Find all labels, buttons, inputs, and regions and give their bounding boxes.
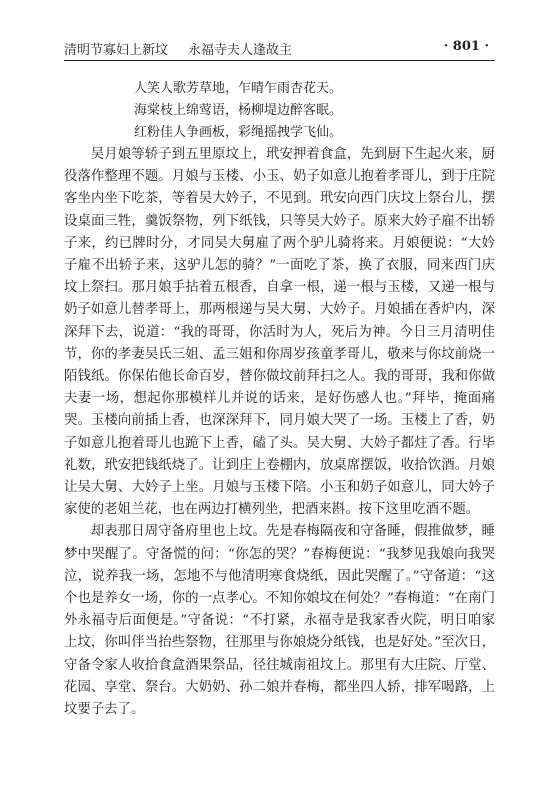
paragraph: 吴月娘等轿子到五里原坟上，玳安押着食盒，先到厨下生起火来，厨役落作整理不题。月娘与玉楼、小玉、奶子如意儿抱着孝哥儿，到于庄院客坐内坐下吃茶，等着吴大妗子，不见到。玳安向西门庆坟上祭台儿，摆设桌面三牲，羹饭祭物，列下纸钱，只等吴大妗子。原来大妗子雇不出轿子来，约已牌时分，才同吴大舅雇了两个驴儿骑将来。月娘便说：“大妗子雇不出轿子来，这驴儿怎的骑？”一面吃了茶，换了衣服，同来西门庆坟上祭扫。那月娘手拈着五根香，自拿一根，递一根与玉楼，又递一根与奶子如意儿替孝哥上，那两根递与吴大舅、大妗子。月娘插在香炉内，深深拜下去，说道：“我的哥哥，你活时为人，死后为神。今日三月清明佳节，你的孝妻吴氏三姐、孟三姐和你周岁孩童孝哥儿，敬来与你坟前烧一陌钱纸。你保佑他长命百岁，替你做坟前拜扫之人。我的哥哥，我和你做夫妻一场，想起你那模样儿并说的话来，是好伤感人也。”拜毕，掩面痛哭。玉楼向前插上香，也深深拜下，同月娘大哭了一场。玉楼上了香，奶子如意儿抱着哥儿也跪下上香，磕了头。吴大舅、大妗子都炷了香。行毕礼数，玳安把钱纸烧了。让到庄上卷棚内，放桌席摆饭，收拾饮酒。月娘让吴大舅、大妗子上坐。月娘与玉楼下陪。小玉和奶子如意儿，同大妗子家使的老姐兰花，也在两边打横列坐，把酒来斟。按下这里吃酒不题。 <box>64 147 495 518</box>
poem-line: 人笑人歌芳草地，乍晴乍雨杏花天。 <box>134 81 343 96</box>
body-text <box>64 144 495 721</box>
poem-line: 海棠枝上绵莺语，杨柳堤边醉客眠。 <box>134 103 343 118</box>
header-book-title: 清明节寡妇上新坟 <box>64 43 169 58</box>
page-number: · 801 · <box>443 39 489 54</box>
poem-line: 红粉佳人争画板，彩绳摇拽学飞仙。 <box>134 125 343 140</box>
poem-block <box>134 78 342 144</box>
paragraph: 却表那日周守备府里也上坟。先是春梅隔夜和守备睡，假推做梦，睡梦中哭醒了。守备慌的问：“你怎的哭？”春梅便说：“我梦见我娘向我哭泣，说养我一场，怎地不与他清明寒食烧纸，因此哭醒了。”守备道：“这个也是养女一场，你的一点孝心。不知你娘坟在何处？”春梅道：“在南门外永福寺后面便是。”守备说：“不打紧，永福寺是我家香火院，明日咱家上坟，你叫伴当抬些祭物，往那里与你娘烧分纸钱，也是好处。”至次日，守备令家人收拾食盒酒果祭品，径往城南祖坟上。那里有大庄院、厅堂、花园、享堂、祭台。大奶奶、孙二娘并春梅，都坐四人轿，排军喝路，上坟要子去了。 <box>64 524 495 718</box>
header-chapter-title: 永福寺夫人逢故主 <box>188 43 293 58</box>
running-header <box>64 36 495 61</box>
